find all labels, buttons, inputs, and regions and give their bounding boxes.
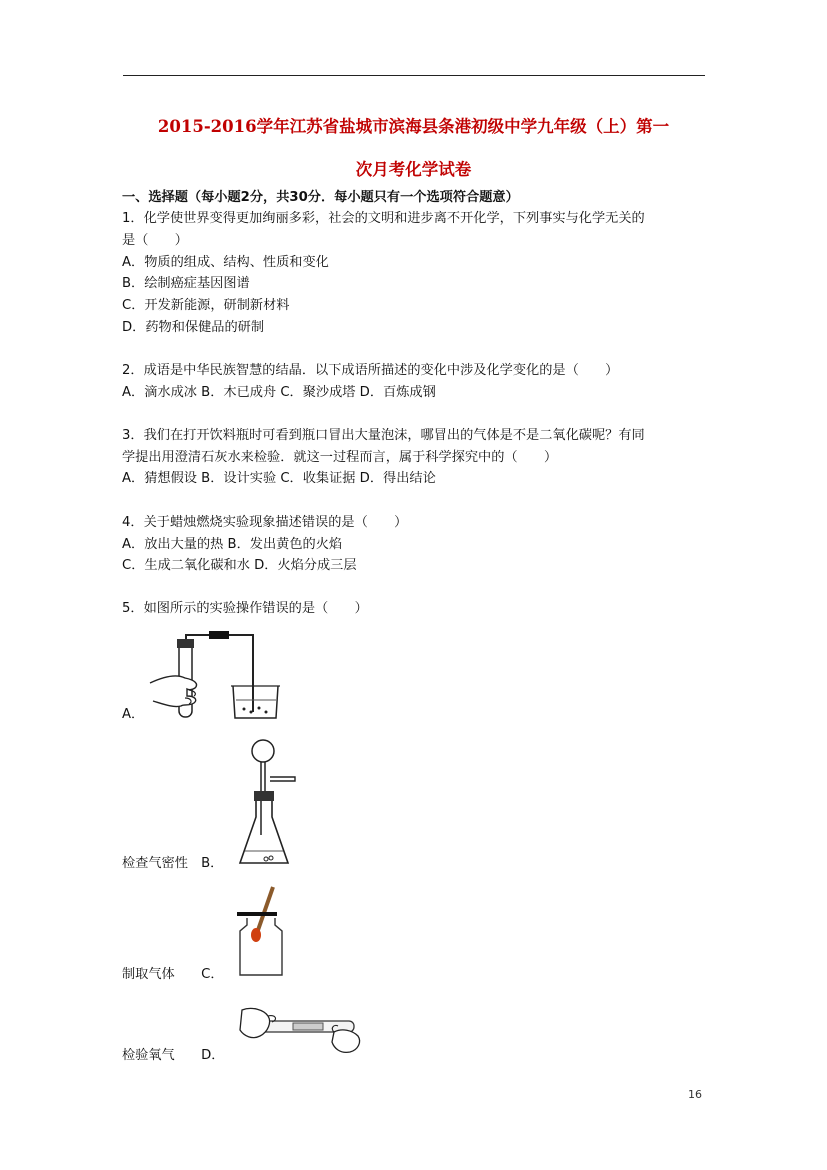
q1-option-d: D．药物和保健品的研制 bbox=[122, 320, 265, 335]
page-number: 16 bbox=[688, 1088, 702, 1101]
q5-label-d: 检验氧气 D． bbox=[122, 1048, 225, 1063]
q3-stem-line2: 学提出用澄清石灰水来检验．就这一过程而言，属于科学探究中的（ ） bbox=[122, 450, 558, 465]
q2-stem: 2．成语是中华民族智慧的结晶．以下成语所描述的变化中涉及化学变化的是（ ） bbox=[122, 363, 619, 378]
page-title-line2: 次月考化学试卷 bbox=[355, 160, 472, 179]
page-title-line1: 2015-2016学年江苏省盐城市滨海县条港初级中学九年级（上）第一 bbox=[157, 117, 670, 136]
figure-test-tube-handling bbox=[238, 1000, 364, 1056]
figure-oxygen-test bbox=[235, 885, 295, 980]
figure-gas-preparation bbox=[236, 737, 306, 872]
section-heading: 一、选择题（每小题2分，共30分．每小题只有一个选项符合题意） bbox=[122, 190, 519, 205]
q1-option-c: C．开发新能源，研制新材料 bbox=[122, 298, 290, 313]
q1-stem-line1: 1．化学使世界变得更加绚丽多彩，社会的文明和进步离不开化学，下列事实与化学无关的 bbox=[122, 211, 645, 226]
header-rule bbox=[123, 75, 705, 76]
q5-stem: 5．如图所示的实验操作错误的是（ ） bbox=[122, 601, 368, 616]
q1-option-b: B．绘制癌症基因图谱 bbox=[122, 276, 250, 291]
q2-options: A．滴水成冰 B．木已成舟 C．聚沙成塔 D．百炼成钢 bbox=[122, 385, 436, 400]
q5-label-c: 制取气体 C． bbox=[122, 967, 224, 982]
q5-label-b: 检查气密性 B． bbox=[122, 856, 224, 871]
figure-airtightness-check bbox=[145, 626, 295, 722]
q4-stem: 4．关于蜡烛燃烧实验现象描述错误的是（ ） bbox=[122, 515, 408, 530]
q3-options: A．猜想假设 B．设计实验 C．收集证据 D．得出结论 bbox=[122, 471, 436, 486]
q4-options-line1: A．放出大量的热 B．发出黄色的火焰 bbox=[122, 537, 343, 552]
q1-option-a: A．物质的组成、结构、性质和变化 bbox=[122, 255, 329, 270]
q1-stem-line2: 是（ ） bbox=[122, 233, 188, 248]
q4-options-line2: C．生成二氧化碳和水 D．火焰分成三层 bbox=[122, 558, 357, 573]
q5-label-a: A． bbox=[122, 707, 145, 722]
q3-stem-line1: 3．我们在打开饮料瓶时可看到瓶口冒出大量泡沫，哪冒出的气体是不是二氧化碳呢？有同 bbox=[122, 428, 645, 443]
